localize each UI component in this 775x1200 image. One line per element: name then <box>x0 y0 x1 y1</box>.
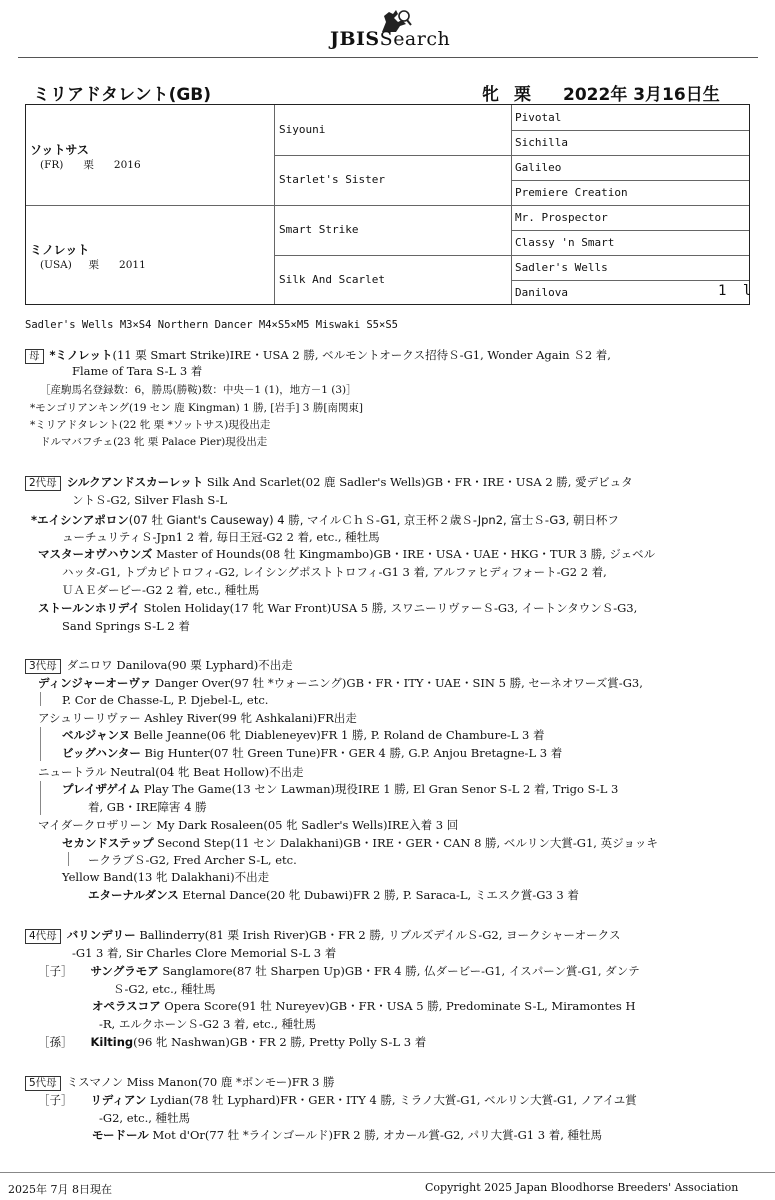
g5-ko-label: ［子］ <box>38 1093 73 1107</box>
horse-sex: 牝 <box>482 85 499 105</box>
logo-brand: JBIS <box>330 28 380 50</box>
dam-progeny-stats: ［産駒馬名登録数：6，勝馬(勝鞍)数：中央－1 (1)，地方－1 (3)］ <box>40 384 357 396</box>
g4-dam-link[interactable]: バリンデリー <box>66 928 136 942</box>
g3-row-6: ビッグハンター Big Hunter(07 牡 Green Tune)FR・GER 4 勝, G.P. Anjou Bretagne-L 3 着 <box>62 746 563 760</box>
gen3-6[interactable]: Classy 'n Smart <box>515 236 615 249</box>
g2-row-3: *エイシンアポロン(07 牡 Giant's Causeway) 4 勝, マイルＣｈＳ-G1, 京王杯２歳Ｓ-Jpn2, 富士Ｓ-G3, 朝日杯フ <box>31 513 619 527</box>
g3-progeny-5[interactable]: セカンドステップ <box>62 836 154 850</box>
g5-row-4: モードール Mot d'Or(77 牡 *ラインゴールド)FR 2 勝, オカール賞-G2, パリ大賞-G1 3 着, 種牡馬 <box>92 1128 603 1142</box>
g4-tag: 4代母 <box>25 929 61 944</box>
g2-row-2: ントＳ-G2, Silver Flash S-L <box>72 493 228 507</box>
g3-row-4[interactable]: アシュリーリヴァー Ashley River(99 牝 Ashkalani)FR出走 <box>38 711 357 725</box>
g4-progeny-1[interactable]: サングラモア <box>90 964 159 978</box>
header-divider <box>18 57 758 58</box>
g4-row-3: ［子］ サングラモア Sanglamore(87 牡 Sharpen Up)GB・FR 4 勝, 仏ダービー-G1, イスパーン賞-G1, ダンテ <box>38 964 640 978</box>
g5-dam-link[interactable]: ミスマノン Miss Manon(70 鹿 *ボンモー)FR 3 勝 <box>66 1075 335 1089</box>
horse-birth: 2022年 3月16日生 <box>563 85 720 105</box>
sire-dam[interactable]: Starlet's Sister <box>279 173 385 186</box>
g2-row-6: ハッタ-G1, トプカピトロフィ-G2, レイシングポストトロフィ-G1 3 着, アルファヒディフォート-G2 2 着, <box>62 565 607 579</box>
dam-row-2: Flame of Tara S-L 3 着 <box>72 364 203 378</box>
g5-tag: 5代母 <box>25 1076 61 1091</box>
dam-link[interactable]: *ミノレット <box>49 348 113 362</box>
g3-row-14: エターナルダンス Eternal Dance(20 牝 Dubawi)FR 2 勝, P. Saraca-L, ミエスク賞-G3 3 着 <box>88 888 579 902</box>
g3-row-7[interactable]: ニュートラル Neutral(04 牝 Beat Hollow)不出走 <box>38 765 304 779</box>
g3-row-11: セカンドステップ Second Step(11 セン Dalakhani)GB・IRE・GER・CAN 8 勝, ベルリン大賞-G1, 英ジョッキ <box>62 836 658 850</box>
g3-tag: 3代母 <box>25 659 61 674</box>
g4-row-6: -R, エルクホーンＳ-G2 3 着, etc., 種牡馬 <box>99 1017 317 1031</box>
g4-grandchild-1[interactable]: Kilting <box>90 1035 134 1049</box>
g2-tag: 2代母 <box>25 476 61 491</box>
g3-row-10[interactable]: マイダークロザリーン My Dark Rosaleen(05 牝 Sadler's Wells)IRE入着 3 回 <box>38 818 459 832</box>
gen3-7[interactable]: Sadler's Wells <box>515 261 608 274</box>
g3-progeny-1[interactable]: ディンジャーオーヴァ <box>38 676 152 690</box>
family-number: 1 l <box>718 283 756 299</box>
g2-row-7: ＵＡＥダービー-G2 2 着, etc., 種牡馬 <box>62 583 260 597</box>
progeny-1[interactable]: *モンゴリアンキング(19 セン 鹿 Kingman) 1 勝, [岩手] 3 勝[南関東] <box>30 402 364 414</box>
gen3-3[interactable]: Galileo <box>515 161 562 174</box>
progeny-3[interactable]: ドルマバフチェ(23 牝 栗 Palace Pier)現役出走 <box>40 436 268 448</box>
footer-date: 2025年 7月 8日現在 <box>8 1183 112 1196</box>
inbreeding-summary: Sadler's Wells M3×S4 Northern Dancer M4×S5×M5 Miswaki S5×S5 <box>25 319 398 331</box>
dam-tag: 母 <box>25 349 44 364</box>
g3-row-12: ークラブＳ-G2, Fred Archer S-L, etc. <box>88 853 297 867</box>
progeny-2[interactable]: *ミリアドタレント(22 牝 栗 *ソットサス)現役出走 <box>30 419 271 431</box>
g4-progeny-2[interactable]: オペラスコア <box>92 999 161 1013</box>
g5-row-3: -G2, etc., 種牡馬 <box>99 1111 191 1125</box>
g5-row-2: ［子］ リディアン Lydian(78 牡 Lyphard)FR・GER・ITY 4 勝, ミラノ大賞-G1, ベルリン大賞-G1, ノアイユ賞 <box>38 1093 637 1107</box>
g3-row-3: P. Cor de Chasse-L, P. Djebel-L, etc. <box>62 693 269 707</box>
dam-dam[interactable]: Silk And Scarlet <box>279 273 385 286</box>
g4-row-2: -G1 3 着, Sir Charles Clore Memorial S-L 3 着 <box>72 946 337 960</box>
gen3-2[interactable]: Sichilla <box>515 136 568 149</box>
pedigree-table <box>25 104 756 305</box>
g3-progeny-6[interactable]: エターナルダンス <box>88 888 179 902</box>
g5-row-1 <box>25 1074 335 1091</box>
g4-row-1: 4代母 バリンデリー Ballinderry(81 栗 Irish River)GB・FR 2 勝, リブルズデイルＳ-G2, ヨークシャーオークス <box>25 927 620 944</box>
g3-row-9: 着, GB・IRE障害 4 勝 <box>88 800 207 814</box>
g3-row-2: ディンジャーオーヴァ Danger Over(97 牡 *ウォーニング)GB・FR・ITY・UAE・SIN 5 勝, セーネオワーズ賞-G3, <box>38 676 643 690</box>
sire-sire[interactable]: Siyouni <box>279 123 326 136</box>
g2-row-4: ューチュリティＳ-Jpn1 2 着, 毎日王冠-G2 2 着, etc., 種牡馬 <box>62 530 380 544</box>
logo-suffix: Search <box>379 28 451 50</box>
g2-progeny-3[interactable]: ストールンホリデイ <box>38 601 140 615</box>
gen3-8[interactable]: Danilova <box>515 286 568 299</box>
g3-progeny-3[interactable]: ビッグハンター <box>62 746 141 760</box>
gen3-4[interactable]: Premiere Creation <box>515 186 628 199</box>
g3-row-1 <box>25 657 293 674</box>
g3-row-13[interactable]: Yellow Band(13 牝 Dalakhani)不出走 <box>62 870 270 884</box>
g3-progeny-2[interactable]: ベルジャンヌ <box>62 728 131 742</box>
g2-row-9: Sand Springs S-L 2 着 <box>62 619 190 633</box>
g4-ko-label: ［子］ <box>38 964 73 978</box>
g3-dam-link[interactable]: ダニロワ Danilova(90 栗 Lyphard)不出走 <box>66 658 293 672</box>
g3-progeny-4[interactable]: プレイザゲイム <box>62 782 141 796</box>
g4-row-4: Ｓ-G2, etc., 種牡馬 <box>113 982 216 996</box>
g2-row-8: ストールンホリデイ Stolen Holiday(17 牝 War Front)USA 5 勝, スワニーリヴァーＳ-G3, イートンタウンＳ-G3, <box>38 601 638 615</box>
dam-row-1: 母 *ミノレット(11 栗 Smart Strike)IRE・USA 2 勝, ベルモントオークス招待Ｓ-G1, Wonder Again Ｓ2 着, <box>25 347 611 364</box>
g5-progeny-1[interactable]: リディアン <box>90 1093 147 1107</box>
dam-info: (USA) 栗 2011 <box>40 259 146 271</box>
g2-row-5: マスターオヴハウンズ Master of Hounds(08 牡 Kingmambo)GB・IRE・USA・UAE・HKG・TUR 3 勝, ジェベル <box>38 547 656 561</box>
g3-row-8: プレイザゲイム Play The Game(13 セン Lawman)現役IRE 1 勝, El Gran Senor S-L 2 着, Trigo S-L 3 <box>62 782 619 796</box>
gen3-1[interactable]: Pivotal <box>515 111 562 124</box>
g4-row-7: ［孫］ Kilting(96 牝 Nashwan)GB・FR 2 勝, Pretty Polly S-L 3 着 <box>38 1035 427 1049</box>
horse-color: 栗 <box>514 85 531 105</box>
dam-sire[interactable]: Smart Strike <box>279 223 359 236</box>
g2-row-1: 2代母 シルクアンドスカーレット Silk And Scarlet(02 鹿 Sadler's Wells)GB・FR・IRE・USA 2 勝, 愛デビュタ <box>25 474 633 491</box>
g2-progeny-1[interactable]: *エイシンアポロン <box>31 513 129 527</box>
g4-mago-label: ［孫］ <box>38 1035 73 1049</box>
dam-name[interactable]: ミノレット <box>30 243 90 257</box>
g4-row-5: オペラスコア Opera Score(91 牡 Nureyev)GB・FR・USA 5 勝, Predominate S-L, Miramontes H <box>92 999 636 1013</box>
sire-name[interactable]: ソットサス <box>30 143 89 157</box>
footer-divider <box>0 1172 775 1173</box>
horse-name: ミリアドタレント(GB) <box>33 85 212 105</box>
footer-copyright: Copyright 2025 Japan Bloodhorse Breeders' Association <box>425 1181 739 1194</box>
g2-progeny-2[interactable]: マスターオヴハウンズ <box>38 547 153 561</box>
g2-dam-link[interactable]: シルクアンドスカーレット <box>66 475 204 489</box>
gen3-5[interactable]: Mr. Prospector <box>515 211 608 224</box>
jbis-logo[interactable] <box>330 28 450 50</box>
g3-row-5: ベルジャンヌ Belle Jeanne(06 牝 Diableneyev)FR 1 勝, P. Roland de Chambure-L 3 着 <box>62 728 545 742</box>
sire-info: (FR) 栗 2016 <box>40 159 141 171</box>
g5-progeny-2[interactable]: モードール <box>92 1128 149 1142</box>
